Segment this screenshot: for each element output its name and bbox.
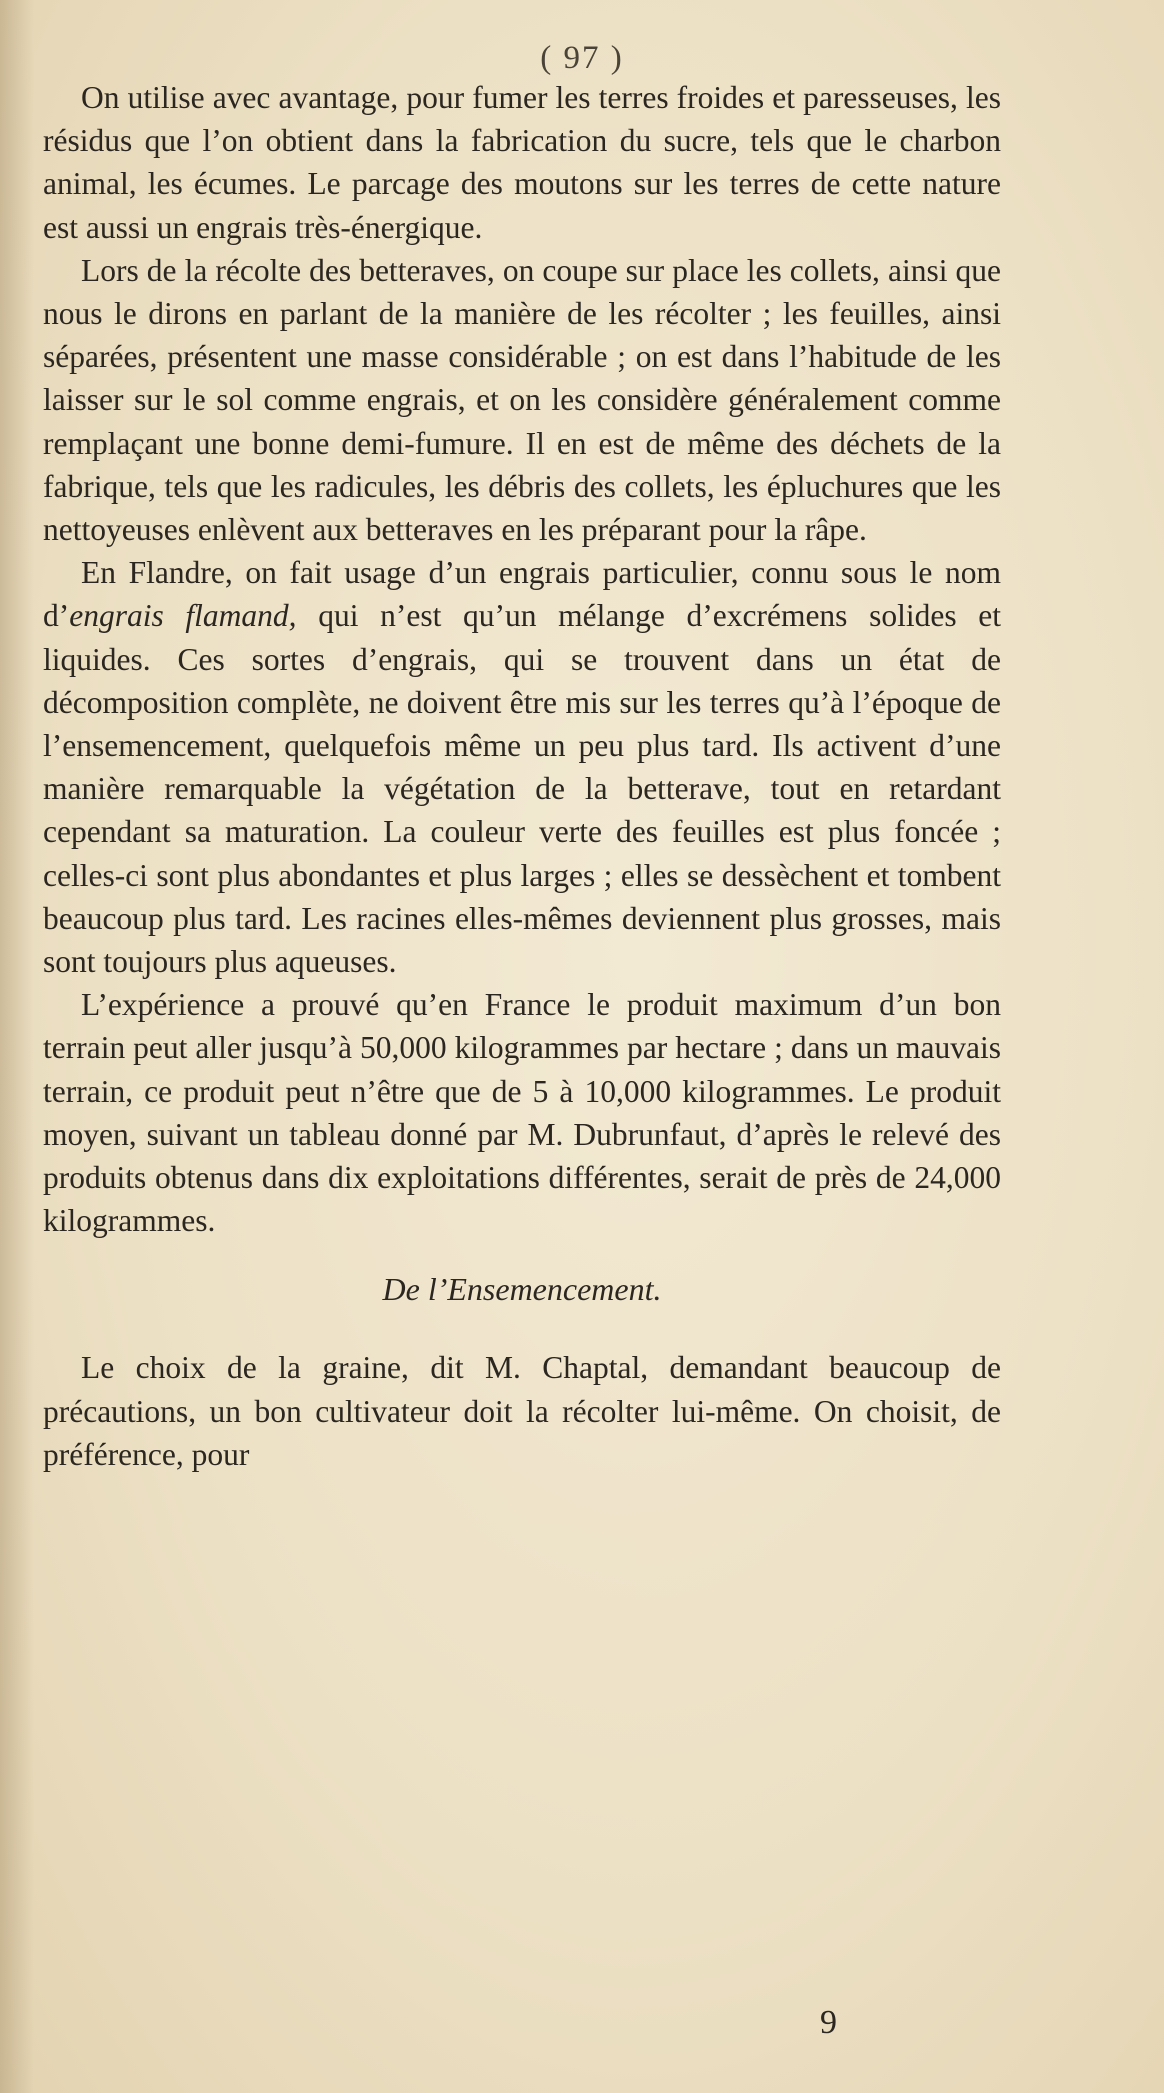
signature-mark: 9 — [820, 2004, 837, 2041]
paragraph-flemish-text-a: En Flandre, on fait usage d’un engrais particulier, connu sous le nom d’ — [43, 555, 1001, 634]
paragraph-fertilizer-residues: On utilise avec avantage, pour fumer les terres froides et paresseuses, les résidus que l’on obtient dans la fabrication du sucre, tels que le charbon animal, les écumes. Le parcage des moutons sur les terres de cette nature est aussi un engrais très-énergique. — [43, 80, 1001, 245]
paragraph-flemish-fertilizer — [43, 551, 1001, 983]
binding-shadow — [0, 0, 34, 2093]
section-heading: De l’Ensemencement. — [382, 1271, 662, 1308]
term-engrais-flamand: engrais flamand, — [69, 598, 297, 634]
paragraph-flemish-text-b: qui n’est qu’un mélange d’excrémens solides et liquides. Ces sortes d’engrais, qui se trouvent dans un état de décomposition complète, ne doivent être mis sur les terres qu’à l’époque de l’ensemencement, quelquefois même un peu plus tard. Ils activent d’une manière remarquable la végétation de la betterave, tout en retardant cependant sa maturation. La couleur verte des feuilles est plus foncée ; celles-ci sont plus abondantes et plus larges ; elles se dessèchent et tombent beaucoup plus tard. Les racines elles-mêmes deviennent plus grosses, mais sont toujours plus aqueuses. — [43, 598, 1001, 980]
page-header-number: ( 97 ) — [540, 40, 624, 76]
paragraph-beet-harvest: Lors de la récolte des betteraves, on coupe sur place les collets, ainsi que nous le dirons en parlant de la manière de les récolter ; les feuilles, ainsi séparées, présentent une masse considérable ; on est dans l’habitude de les laisser sur le sol comme engrais, et on les considère généralement comme remplaçant une bonne demi-fumure. Il en est de même des déchets de la fabrique, tels que les radicules, les débris des collets, les épluchures que les nettoyeuses enlèvent aux betteraves en les préparant pour la râpe. — [43, 252, 1001, 548]
body-text — [43, 76, 1001, 1476]
paragraph-seed-choice: Le choix de la graine, dit M. Chaptal, demandant beaucoup de précautions, un bon cultivateur doit la récolter lui-même. On choisit, de préférence, pour — [43, 1350, 1001, 1472]
paragraph-yield: L’expérience a prouvé qu’en France le produit maximum d’un bon terrain peut aller jusqu’à 50,000 kilogrammes par hectare ; dans un mauvais terrain, ce produit peut n’être que de 5 à 10,000 kilogrammes. Le produit moyen, suivant un tableau donné par M. Dubrunfaut, d’après le relevé des produits obtenus dans dix exploitations différentes, serait de près de 24,000 kilogrammes. — [43, 987, 1001, 1239]
